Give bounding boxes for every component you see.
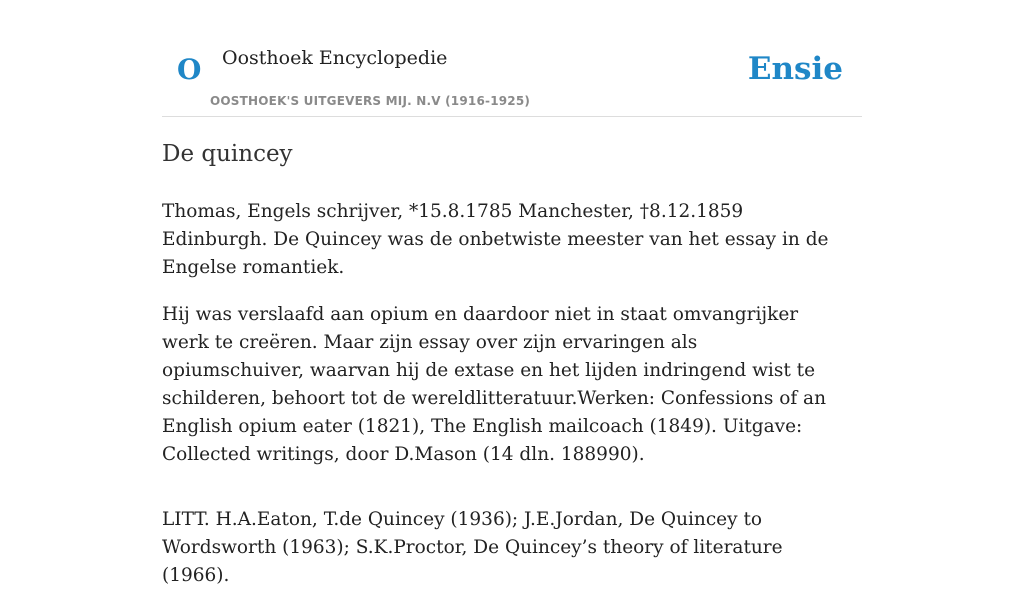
literature-paragraph: LITT. H.A.Eaton, T.de Quincey (1936); J.E.Jordan, De Quincey to Wordsworth (1963); S.K.Proctor, De Quincey’s theory of literature (1966). — [162, 509, 783, 586]
site-header — [162, 0, 862, 117]
publisher-subtitle: OOSTHOEK'S UITGEVERS MIJ. N.V (1916-1925) — [210, 94, 531, 108]
article — [162, 136, 842, 609]
article-paragraph: Hij was verslaafd aan opium en daardoor niet in staat omvangrijker werk te creëren. Maar zijn essay over zijn ervaringen als opiumschuiver, waarvan hij de extase en het lijden indringend wist te schilderen, behoort tot de wereldlitteratuur.Werken: Confessions of an English opium eater (1821), The English mailcoach (1849). Uitgave: Collected writings, door D.Mason (14 dln. 188990). — [162, 304, 827, 465]
ensie-logo[interactable]: Ensie — [747, 51, 843, 87]
site-title[interactable]: Oosthoek Encyclopedie — [222, 47, 448, 69]
article-paragraph: Thomas, Engels schrijver, *15.8.1785 Manchester, †8.12.1859 Edinburgh. De Quincey was de onbetwiste meester van het essay in de Engelse romantiek. — [162, 201, 829, 278]
oosthoek-logo-icon[interactable]: O — [177, 53, 202, 86]
article-title: De quincey — [162, 141, 293, 167]
